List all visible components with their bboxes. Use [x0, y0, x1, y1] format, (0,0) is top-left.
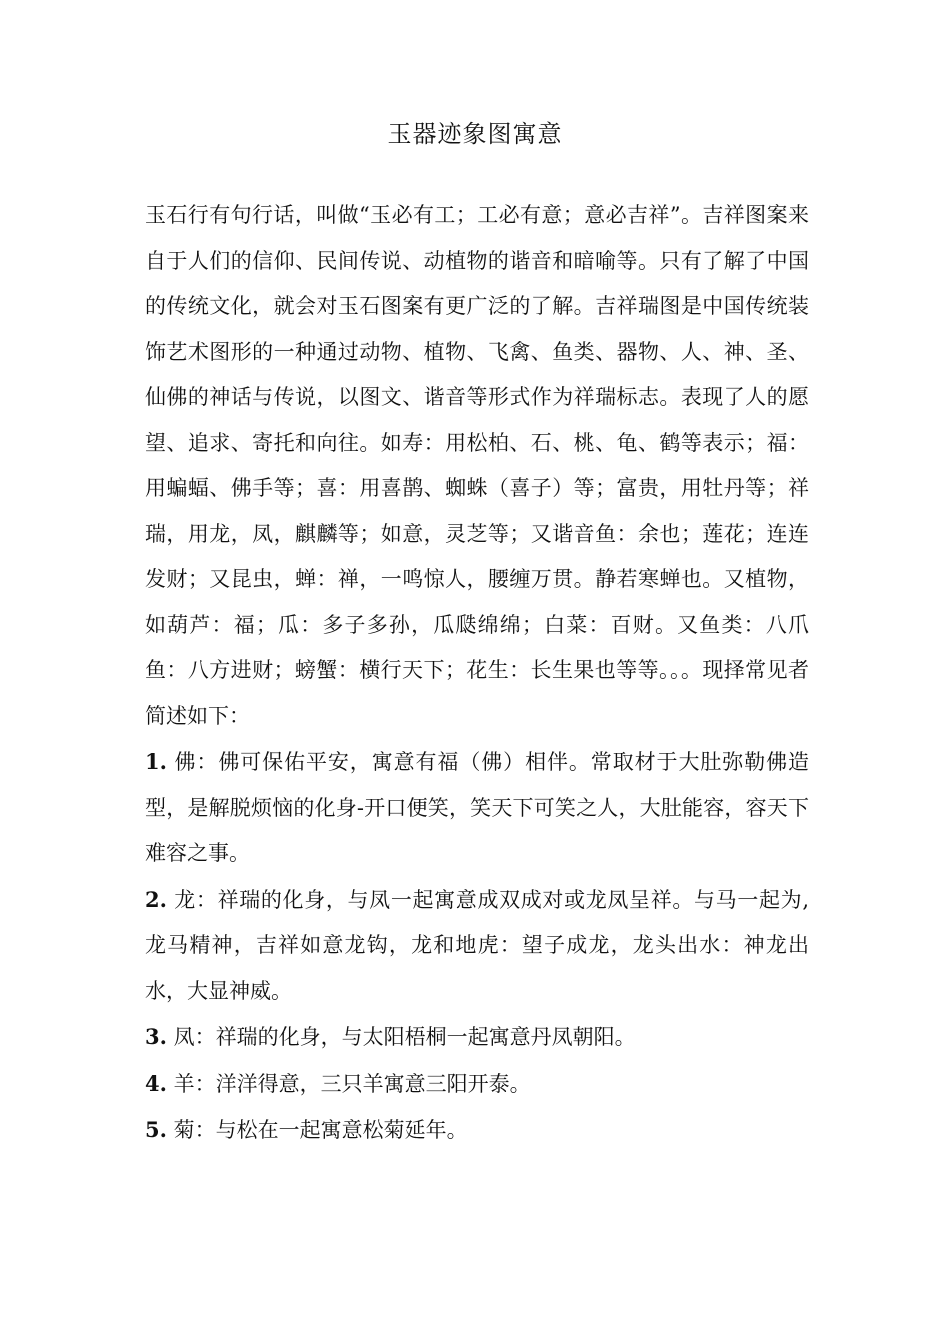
item-number: 4. — [145, 1070, 167, 1096]
item-text: 羊：洋洋得意，三只羊寓意三阳开泰。 — [166, 1071, 531, 1096]
document-body — [145, 193, 809, 1154]
document-title: 玉器迹象图寓意 — [387, 120, 563, 148]
list-item — [145, 1014, 809, 1061]
item-text: 菊：与松在一起寓意松菊延年。 — [166, 1118, 468, 1142]
item-text: 凤：祥瑞的化身，与太阳梧桐一起寓意丹凤朝阳。 — [166, 1025, 636, 1049]
item-number: 2. — [145, 886, 167, 912]
list-item — [145, 1107, 809, 1154]
list-item — [145, 877, 809, 1015]
list-item — [145, 739, 809, 877]
item-text: 佛：佛可保佑平安，寓意有福（佛）相伴。常取材于大肚弥勒佛造型，是解脱烦恼的化身-开口便笑，笑天下可笑之人，大肚能容，容天下难容之事。 — [145, 750, 809, 865]
item-text: 龙：祥瑞的化身，与凤一起寓意成双成对或龙凤呈祥。与马一起为,龙马精神，吉祥如意龙钩，龙和地虎：望子成龙，龙头出水：神龙出水，大显神威。 — [145, 887, 809, 1003]
symbol-list — [145, 739, 809, 1154]
item-number: 3. — [145, 1024, 167, 1049]
list-item — [145, 1061, 809, 1108]
item-number: 5. — [145, 1117, 167, 1142]
item-number: 1. — [145, 749, 167, 774]
intro-paragraph: 玉石行有句行话，叫做“玉必有工；工必有意；意必吉祥”。吉祥图案来自于人们的信仰、民间传说、动植物的谐音和暗喻等。只有了解了中国的传统文化，就会对玉石图案有更广泛的了解。吉祥瑞图是中国传统装饰艺术图形的一种通过动物、植物、飞禽、鱼类、器物、人、神、圣、仙佛的神话与传说，以图文、谐音等形式作为祥瑞标志。表现了人的愿望、追求、寄托和向往。如寿：用松柏、石、桃、龟、鹤等表示；福：用蝙蝠、佛手等；喜：用喜鹊、蜘蛛（喜子）等；富贵，用牡丹等；祥瑞，用龙，凤，麒麟等；如意，灵芝等；又谐音鱼：余也；莲花；连连发财；又昆虫，蝉：禅，一鸣惊人，腰缠万贯。静若寒蝉也。又植物，如葫芦：福；瓜：多子多孙，瓜瓞绵绵；白菜：百财。又鱼类：八爪鱼：八方进财；螃蟹：横行天下；花生：长生果也等等。。。现择常见者简述如下： — [145, 203, 809, 728]
